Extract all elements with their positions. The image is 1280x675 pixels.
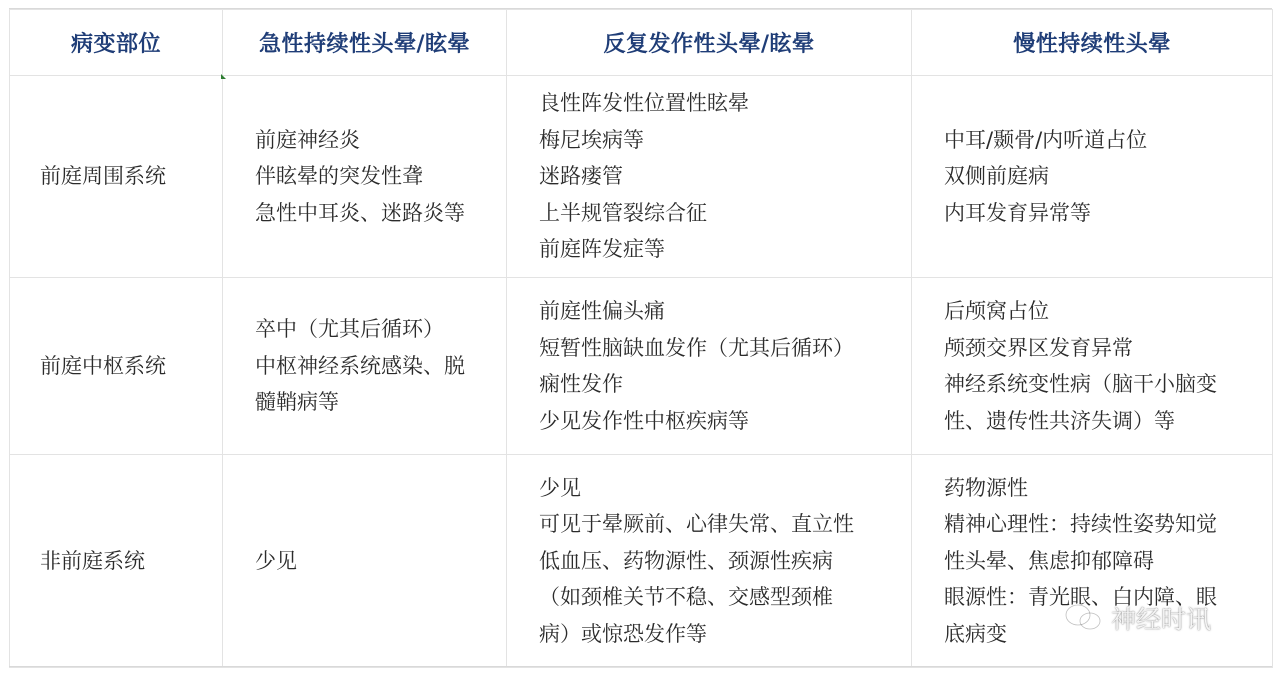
- cell-site: 前庭周围系统: [10, 76, 223, 278]
- cell-line: 神经系统变性病（脑干小脑变: [944, 372, 1217, 396]
- cell-line: 伴眩晕的突发性聋: [255, 164, 423, 189]
- cell-line: 上半规管裂综合征: [539, 200, 707, 225]
- cell-line: 精神心理性：持续性姿势知觉: [944, 512, 1217, 537]
- header-acute: 急性持续性头晕/眩晕: [223, 10, 507, 76]
- cell-acute: [223, 278, 507, 455]
- cell-line: 前庭性偏头痛: [539, 299, 665, 323]
- cell-line: 底病变: [944, 621, 1007, 646]
- cell-line: 中耳/颞骨/内听道占位: [944, 127, 1148, 152]
- cell-line: 少见: [539, 475, 581, 500]
- cell-line: 少见: [255, 548, 297, 573]
- cell-line: 颅颈交界区发育异常: [944, 335, 1133, 360]
- cell-recurrent: [507, 455, 912, 668]
- cell-chronic: [912, 278, 1273, 455]
- cell-line: 后颅窝占位: [944, 299, 1049, 323]
- cell-line: 双侧前庭病: [944, 164, 1049, 189]
- cell-line: 内耳发育异常等: [944, 200, 1091, 225]
- cell-line: （如颈椎关节不稳、交感型颈椎: [539, 585, 833, 610]
- cell-line: 前庭神经炎: [255, 127, 360, 152]
- header-lesion-site: 病变部位: [10, 10, 223, 76]
- cell-line: 前庭阵发症等: [539, 237, 665, 262]
- cell-line: 病）或惊恐发作等: [539, 621, 707, 646]
- cell-line: 良性阵发性位置性眩晕: [539, 91, 749, 116]
- cell-line: 梅尼埃病等: [539, 127, 644, 152]
- cell-recurrent: [507, 278, 912, 455]
- cell-line: 短暂性脑缺血发作（尤其后循环）: [539, 335, 854, 360]
- cell-line: 卒中（尤其后循环）: [255, 317, 444, 342]
- cell-line: 可见于晕厥前、心律失常、直立性: [539, 512, 854, 537]
- wechat-icon: [1063, 602, 1103, 634]
- table-bottom-border: [9, 666, 1272, 667]
- cell-line: 眼源性：青光眼、白内障、眼: [944, 585, 1217, 610]
- cell-site: 前庭中枢系统: [10, 278, 223, 455]
- cell-line: 少见发作性中枢疾病等: [539, 408, 749, 433]
- cell-line: 药物源性: [944, 475, 1028, 500]
- cell-site: 非前庭系统: [10, 455, 223, 668]
- cell-chronic: [912, 76, 1273, 278]
- cell-line: 性头晕、焦虑抑郁障碍: [944, 548, 1154, 573]
- table-row: [10, 76, 1273, 278]
- cell-line: 性、遗传性共济失调）等: [944, 408, 1175, 433]
- table-row: [10, 278, 1273, 455]
- corner-marker: [221, 74, 226, 79]
- cell-acute: [223, 455, 507, 668]
- cell-line: 低血压、药物源性、颈源性疾病: [539, 548, 833, 573]
- cell-line: 急性中耳炎、迷路炎等: [255, 200, 465, 225]
- cell-recurrent: [507, 76, 912, 278]
- cell-line: 迷路瘘管: [539, 164, 623, 189]
- header-chronic: 慢性持续性头晕: [912, 10, 1273, 76]
- watermark: [1063, 600, 1211, 636]
- cell-line: 痫性发作: [539, 372, 623, 396]
- cell-line: 髓鞘病等: [255, 390, 339, 415]
- header-recurrent: 反复发作性头晕/眩晕: [507, 10, 912, 76]
- diagnosis-table: [9, 9, 1273, 668]
- table-header-row: [10, 10, 1273, 76]
- watermark-text: 神经时讯: [1111, 605, 1212, 634]
- cell-acute: [223, 76, 507, 278]
- cell-line: 中枢神经系统感染、脱: [255, 353, 465, 378]
